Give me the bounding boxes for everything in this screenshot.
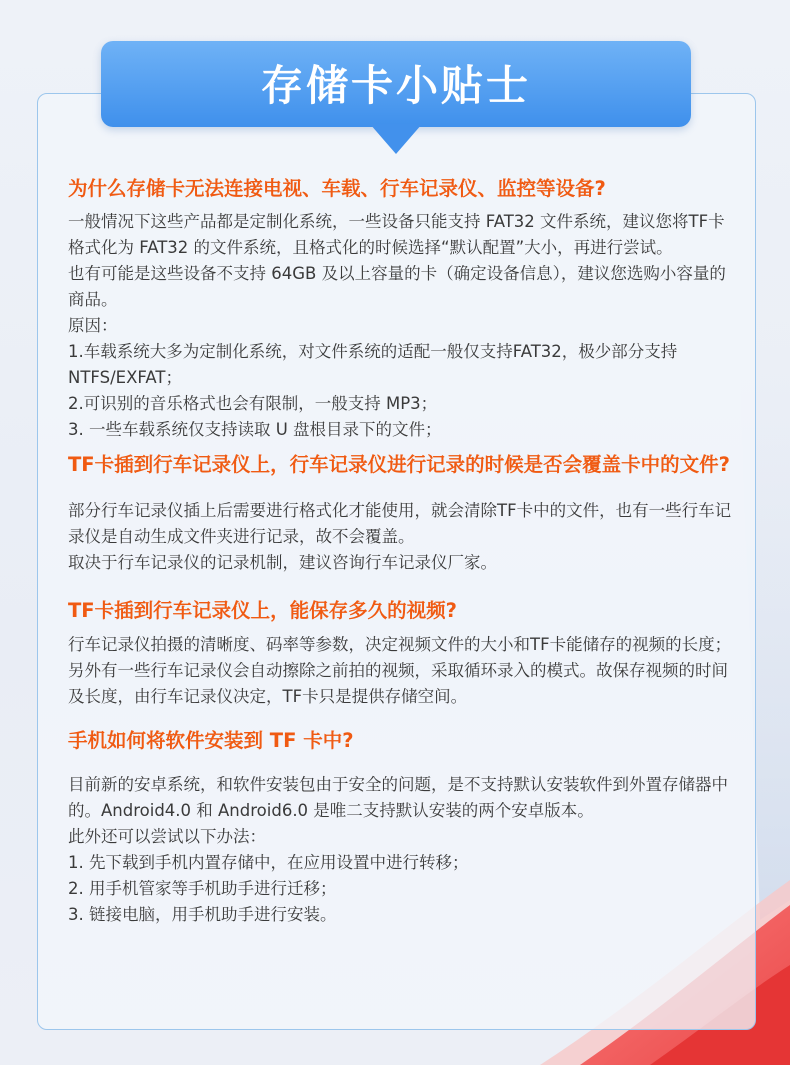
section-heading: 手机如何将软件安装到 TF 卡中? <box>68 729 354 752</box>
section-heading: TF卡插到行车记录仪上，能保存多久的视频? <box>68 599 457 622</box>
section-paragraph: 部分行车记录仪插上后需要进行格式化才能使用，就会清除TF卡中的文件，也有一些行车记录仪是自动生成文件夹进行记录，故不会覆盖。 <box>68 501 732 546</box>
section-paragraph: 2.可识别的音乐格式也会有限制，一般支持 MP3； <box>68 394 438 413</box>
section-paragraph: 目前新的安卓系统，和软件安装包由于安全的问题，是不支持默认安装软件到外置存储器中的。Android4.0 和 Android6.0 是唯二支持默认安装的两个安卓版本。 <box>68 775 728 820</box>
section-paragraph: 3. 一些车载系统仅支持读取 U 盘根目录下的文件； <box>68 420 442 439</box>
section-paragraph: 1.车载系统大多为定制化系统，对文件系统的适配一般仅支持FAT32，极少部分支持NTFS/EXFAT； <box>68 342 678 387</box>
section-dashcam-duration <box>68 596 732 710</box>
section-dashcam-overwrite <box>68 450 732 576</box>
page-title: 存储卡小贴士 <box>260 61 531 110</box>
section-heading: 为什么存储卡无法连接电视、车载、行车记录仪、监控等设备? <box>68 177 606 200</box>
section-car-device <box>68 174 732 443</box>
section-phone-install <box>68 726 732 928</box>
section-paragraph: 1. 先下载到手机内置存储中，在应用设置中进行转移； <box>68 853 469 872</box>
section-heading: TF卡插到行车记录仪上，行车记录仪进行记录的时候是否会覆盖卡中的文件? <box>68 453 730 476</box>
section-paragraph: 也有可能是这些设备不支持 64GB 及以上容量的卡（确定设备信息），建议您选购小容量的商品。 <box>68 264 726 309</box>
title-banner <box>101 41 691 127</box>
banner-pointer <box>370 124 422 154</box>
section-paragraph: 行车记录仪拍摄的清晰度、码率等参数，决定视频文件的大小和TF卡能储存的视频的长度；另外有一些行车记录仪会自动擦除之前拍的视频，采取循环录入的模式。故保存视频的时间及长度，由行车记录仪决定，TF卡只是提供存储空间。 <box>68 635 732 706</box>
section-paragraph: 原因： <box>68 316 118 335</box>
tips-content <box>68 174 732 928</box>
section-paragraph: 3. 链接电脑，用手机助手进行安装。 <box>68 905 337 924</box>
section-paragraph: 此外还可以尝试以下办法： <box>68 827 266 846</box>
section-paragraph: 取决于行车记录仪的记录机制，建议咨询行车记录仪厂家。 <box>68 553 497 572</box>
section-paragraph: 2. 用手机管家等手机助手进行迁移； <box>68 879 337 898</box>
section-paragraph: 一般情况下这些产品都是定制化系统，一些设备只能支持 FAT32 文件系统，建议您将TF卡格式化为 FAT32 的文件系统，且格式化的时候选择“默认配置”大小，再进行尝试。 <box>68 212 725 257</box>
